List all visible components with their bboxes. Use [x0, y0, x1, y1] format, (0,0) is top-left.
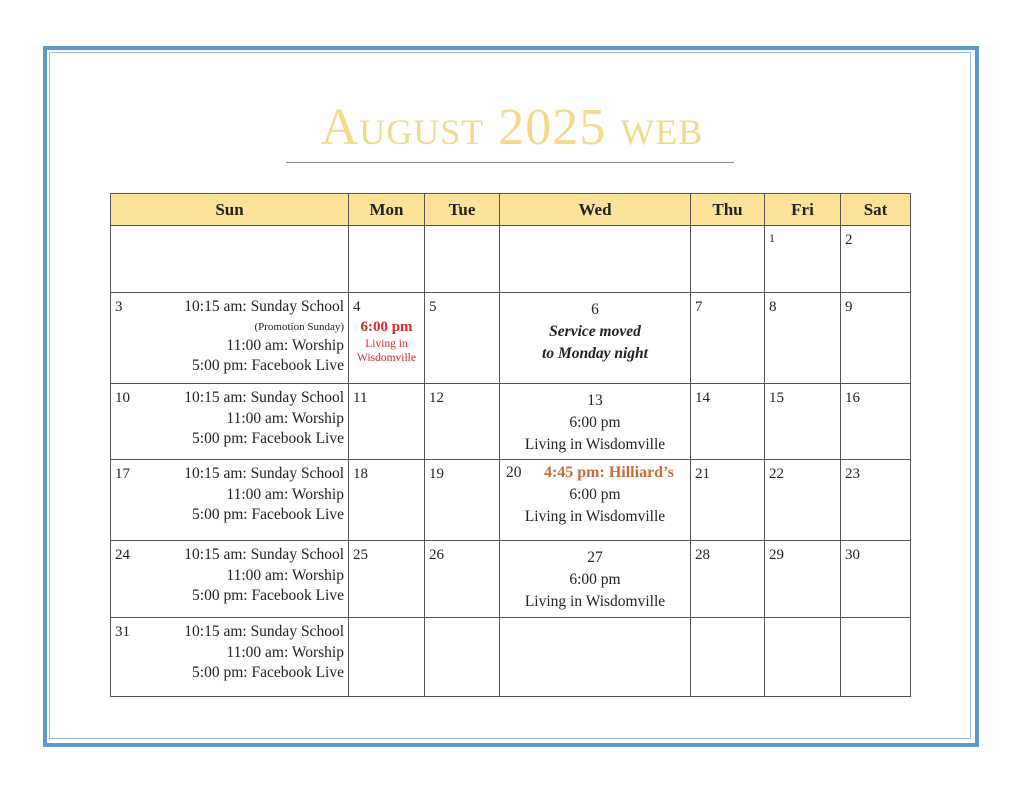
event-name: Living in Wisdomville [524, 508, 666, 525]
day-number: 3 [115, 299, 123, 315]
day-cell [841, 460, 911, 541]
day-number: 11 [353, 390, 368, 406]
event-sunday-school: 10:15 am: Sunday School [184, 465, 344, 482]
day-cell [111, 541, 349, 618]
day-cell-empty [691, 618, 765, 697]
day-number: 16 [845, 390, 860, 406]
calendar-grid [110, 193, 911, 697]
day-number: 23 [845, 466, 860, 482]
event-worship: 11:00 am: Worship [226, 336, 344, 354]
event-time: 6:00 pm [569, 571, 621, 588]
day-cell [425, 293, 500, 384]
day-number: 19 [429, 466, 444, 482]
day-cell [691, 541, 765, 618]
sunday-events [184, 545, 344, 607]
event-sunday-school: 10:15 am: Sunday School [184, 623, 344, 640]
weekday-wed: Wed [500, 194, 691, 226]
event-facebook-live: 5:00 pm: Facebook Live [192, 357, 344, 374]
day-cell [841, 293, 911, 384]
monday-event [349, 317, 424, 365]
event-name-line2: Wisdomville [357, 352, 416, 364]
day-cell [425, 541, 500, 618]
day-number: 9 [845, 299, 853, 315]
event-worship: 11:00 am: Worship [226, 409, 344, 427]
sunday-events [184, 622, 344, 684]
day-cell-empty [841, 618, 911, 697]
event-worship: 11:00 am: Worship [226, 643, 344, 661]
sunday-events [184, 297, 344, 377]
day-number: 14 [695, 390, 710, 406]
day-number: 22 [769, 466, 784, 482]
weekday-fri: Fri [765, 194, 841, 226]
day-cell [765, 384, 841, 460]
day-cell [765, 541, 841, 618]
event-facebook-live: 5:00 pm: Facebook Live [192, 430, 344, 447]
day-cell [425, 384, 500, 460]
day-cell [500, 460, 691, 541]
event-time: 6:00 pm [569, 486, 621, 503]
wednesday-event [500, 299, 690, 365]
day-number: 26 [429, 547, 444, 563]
event-sunday-school: 10:15 am: Sunday School [184, 298, 344, 315]
service-moved-note-line2: to Monday night [542, 345, 648, 362]
day-cell [111, 384, 349, 460]
day-number: 5 [429, 299, 437, 315]
day-number: 7 [695, 299, 703, 315]
weekday-sat: Sat [841, 194, 911, 226]
day-cell [691, 384, 765, 460]
event-promotion-note: (Promotion Sunday) [254, 320, 344, 333]
event-worship: 11:00 am: Worship [226, 566, 344, 584]
wednesday-event [500, 462, 690, 528]
day-cell [500, 541, 691, 618]
event-time: 6:00 pm [569, 414, 621, 431]
day-number: 13 [587, 392, 603, 409]
day-number: 30 [845, 547, 860, 563]
day-number: 29 [769, 547, 784, 563]
wednesday-event [500, 547, 690, 613]
day-cell [349, 541, 425, 618]
weekday-tue: Tue [425, 194, 500, 226]
day-number: 31 [115, 624, 130, 640]
weekday-header-row [111, 194, 911, 226]
week-row [111, 618, 911, 697]
day-cell-empty [349, 226, 425, 293]
week-row [111, 541, 911, 618]
day-cell-empty [500, 226, 691, 293]
day-number: 2 [845, 232, 853, 248]
day-cell [111, 460, 349, 541]
day-cell [841, 541, 911, 618]
week-row [111, 226, 911, 293]
day-cell [691, 460, 765, 541]
event-facebook-live: 5:00 pm: Facebook Live [192, 664, 344, 681]
day-cell [841, 226, 911, 293]
week-row [111, 293, 911, 384]
weekday-mon: Mon [349, 194, 425, 226]
day-number: 17 [115, 466, 130, 482]
day-number: 8 [769, 299, 777, 315]
day-cell-empty [765, 618, 841, 697]
day-cell-empty [425, 226, 500, 293]
day-cell [349, 460, 425, 541]
day-number: 27 [587, 549, 603, 566]
title-divider [286, 162, 734, 163]
weekday-sun: Sun [111, 194, 349, 226]
day-cell [111, 293, 349, 384]
day-cell-empty [111, 226, 349, 293]
sunday-events [184, 388, 344, 450]
day-number: 15 [769, 390, 784, 406]
event-name: Living in Wisdomville [524, 436, 666, 453]
week-row [111, 460, 911, 541]
event-hilliards: 4:45 pm: Hilliard’s [543, 464, 675, 481]
day-number: 1 [769, 231, 775, 245]
day-number: 12 [429, 390, 444, 406]
day-cell-empty [500, 618, 691, 697]
sunday-events [184, 464, 344, 526]
service-moved-note-line1: Service moved [549, 323, 641, 340]
day-number: 21 [695, 466, 710, 482]
day-number: 4 [353, 299, 361, 315]
weekday-thu: Thu [691, 194, 765, 226]
day-cell [765, 460, 841, 541]
event-sunday-school: 10:15 am: Sunday School [184, 389, 344, 406]
event-time: 6:00 pm [360, 319, 413, 335]
day-cell [691, 293, 765, 384]
day-cell [500, 293, 691, 384]
day-cell-empty [425, 618, 500, 697]
calendar-title: August 2025 web [320, 99, 704, 156]
day-number: 10 [115, 390, 130, 406]
day-cell [425, 460, 500, 541]
event-facebook-live: 5:00 pm: Facebook Live [192, 506, 344, 523]
event-facebook-live: 5:00 pm: Facebook Live [192, 587, 344, 604]
day-cell [349, 384, 425, 460]
event-name: Living in Wisdomville [524, 593, 666, 610]
day-number: 6 [591, 301, 599, 318]
day-number: 20 [506, 464, 522, 481]
day-cell-empty [691, 226, 765, 293]
day-cell [841, 384, 911, 460]
day-number: 28 [695, 547, 710, 563]
day-number: 25 [353, 547, 368, 563]
day-cell [765, 293, 841, 384]
day-number: 18 [353, 466, 368, 482]
wednesday-event [500, 390, 690, 456]
day-cell [500, 384, 691, 460]
day-cell [349, 293, 425, 384]
week-row [111, 384, 911, 460]
day-cell-empty [349, 618, 425, 697]
event-worship: 11:00 am: Worship [226, 485, 344, 503]
day-cell [765, 226, 841, 293]
event-sunday-school: 10:15 am: Sunday School [184, 546, 344, 563]
day-cell [111, 618, 349, 697]
day-number: 24 [115, 547, 130, 563]
event-name-line1: Living in [365, 338, 408, 350]
